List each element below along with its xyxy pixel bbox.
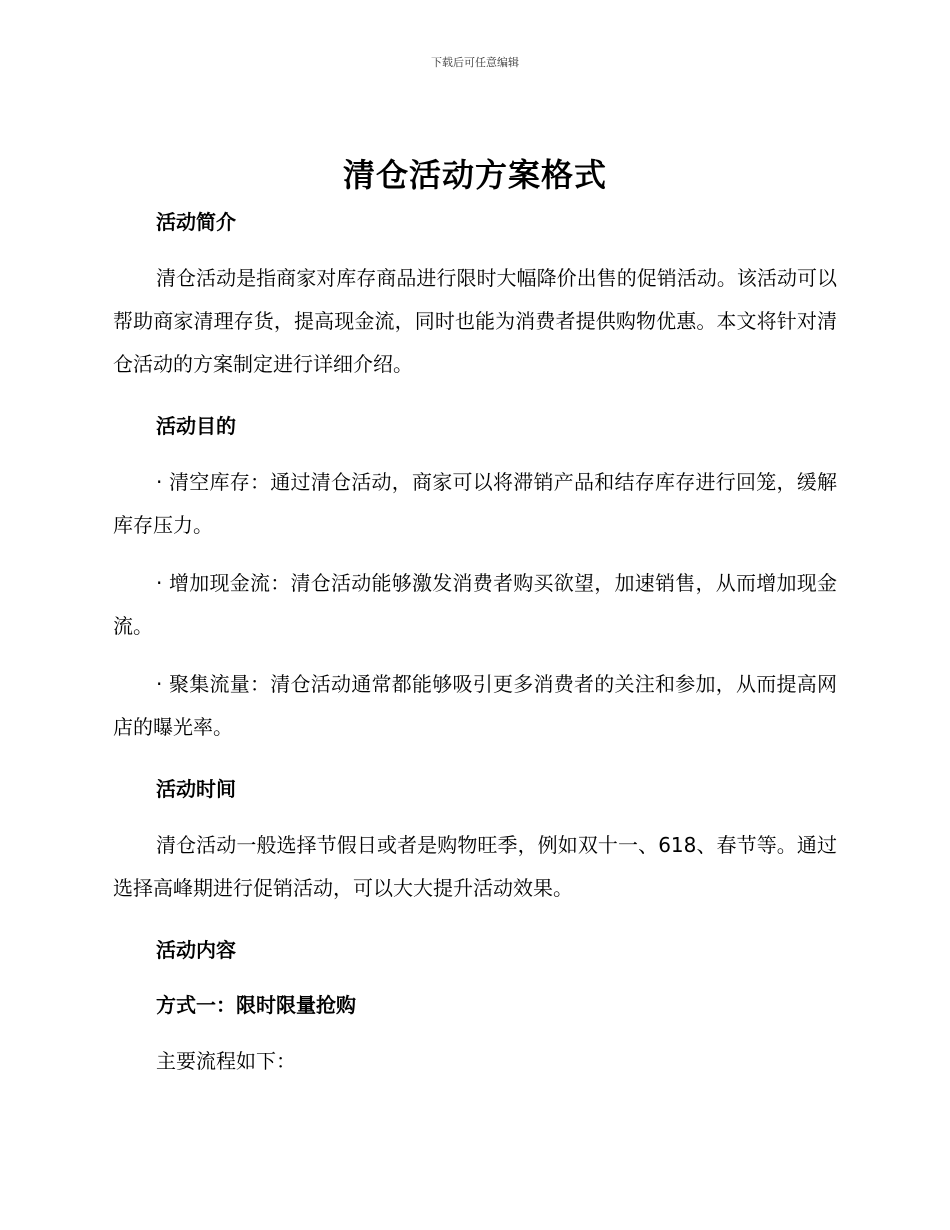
section-heading-intro: 活动简介	[156, 210, 236, 234]
process-intro-text: 主要流程如下：	[156, 1049, 296, 1073]
intro-paragraph: 清仓活动是指商家对库存商品进行限时大幅降价出售的促销活动。该活动可以帮助商家清理存货，提高现金流，同时也能为消费者提供购物优惠。本文将针对清仓活动的方案制定进行详细介绍。	[113, 266, 837, 376]
document-title: 清仓活动方案格式	[342, 156, 607, 194]
purpose-item: · 聚集流量：清仓活动通常都能够吸引更多消费者的关注和参加，从而提高网店的曝光率。	[113, 672, 837, 739]
section-heading-purpose: 活动目的	[156, 414, 236, 438]
purpose-item: · 清空库存：通过清仓活动，商家可以将滞销产品和结存库存进行回笼，缓解库存压力。	[113, 470, 837, 537]
document-body	[113, 202, 837, 1083]
page-header: 下载后可任意编辑	[431, 56, 519, 69]
section-heading-content: 活动内容	[156, 938, 236, 962]
subheading-method-one: 方式一：限时限量抢购	[156, 993, 356, 1017]
section-heading-time: 活动时间	[156, 777, 236, 801]
purpose-item: · 增加现金流：清仓活动能够激发消费者购买欲望，加速销售，从而增加现金流。	[113, 571, 837, 638]
time-paragraph: 清仓活动一般选择节假日或者是购物旺季，例如双十一、618、春节等。通过选择高峰期进行促销活动，可以大大提升活动效果。	[113, 833, 837, 900]
